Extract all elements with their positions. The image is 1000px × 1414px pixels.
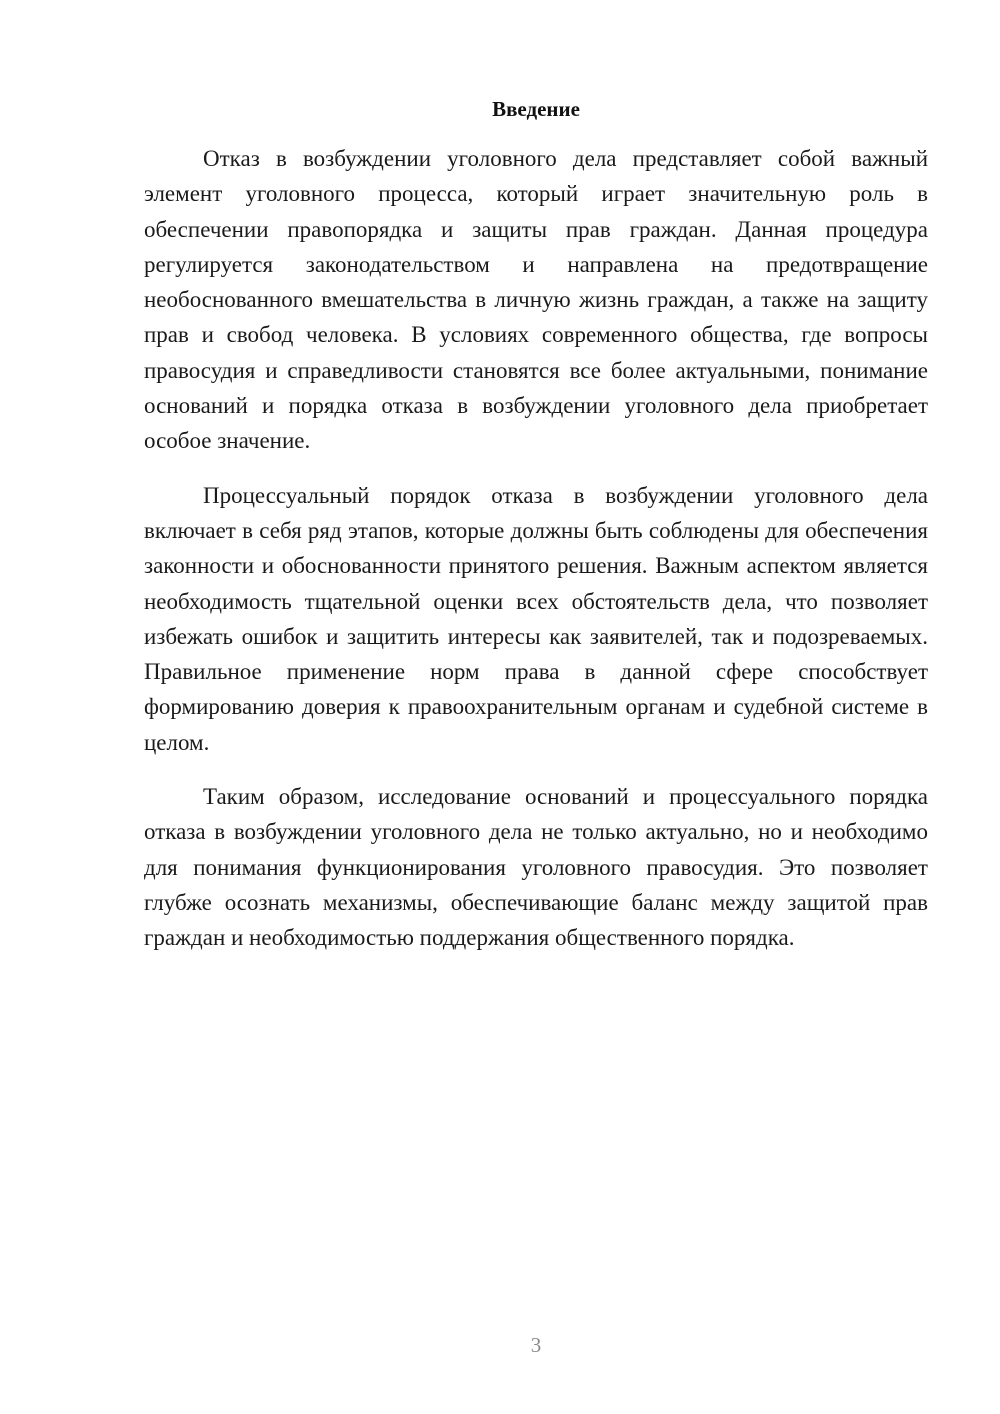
page-number: 3 <box>530 1333 542 1357</box>
paragraph-3: Таким образом, исследование оснований и процессуального порядка отказа в возбуждении уголовного дела не только актуально, но и необходимо для понимания функционирования уголовного правосудия. Это позволяет глубже осознать механизмы, обеспечивающие баланс между защитой прав граждан и необходимостью поддержания общественного порядка. <box>144 784 928 951</box>
body-text <box>144 141 928 975</box>
paragraph-1: Отказ в возбуждении уголовного дела представляет собой важный элемент уголовного процесса, который играет значительную роль в обеспечении правопорядка и защиты прав граждан. Данная процедура регулируется законодательством и направлена на предотвращение необоснованного вмешательства в личную жизнь граждан, а также на защиту прав и свобод человека. В условиях современного общества, где вопросы правосудия и справедливости становятся все более актуальными, понимание оснований и порядка отказа в возбуждении уголовного дела приобретает особое значение. <box>144 146 928 454</box>
paragraph-2: Процессуальный порядок отказа в возбуждении уголовного дела включает в себя ряд этапов, которые должны быть соблюдены для обеспечения законности и обоснованности принятого решения. Важным аспектом является необходимость тщательной оценки всех обстоятельств дела, что позволяет избежать ошибок и защитить интересы как заявителей, так и подозреваемых. Правильное применение норм права в данной сфере способствует формированию доверия к правоохранительным органам и судебной системе в целом. <box>144 482 928 755</box>
page-title: Введение <box>492 97 580 121</box>
